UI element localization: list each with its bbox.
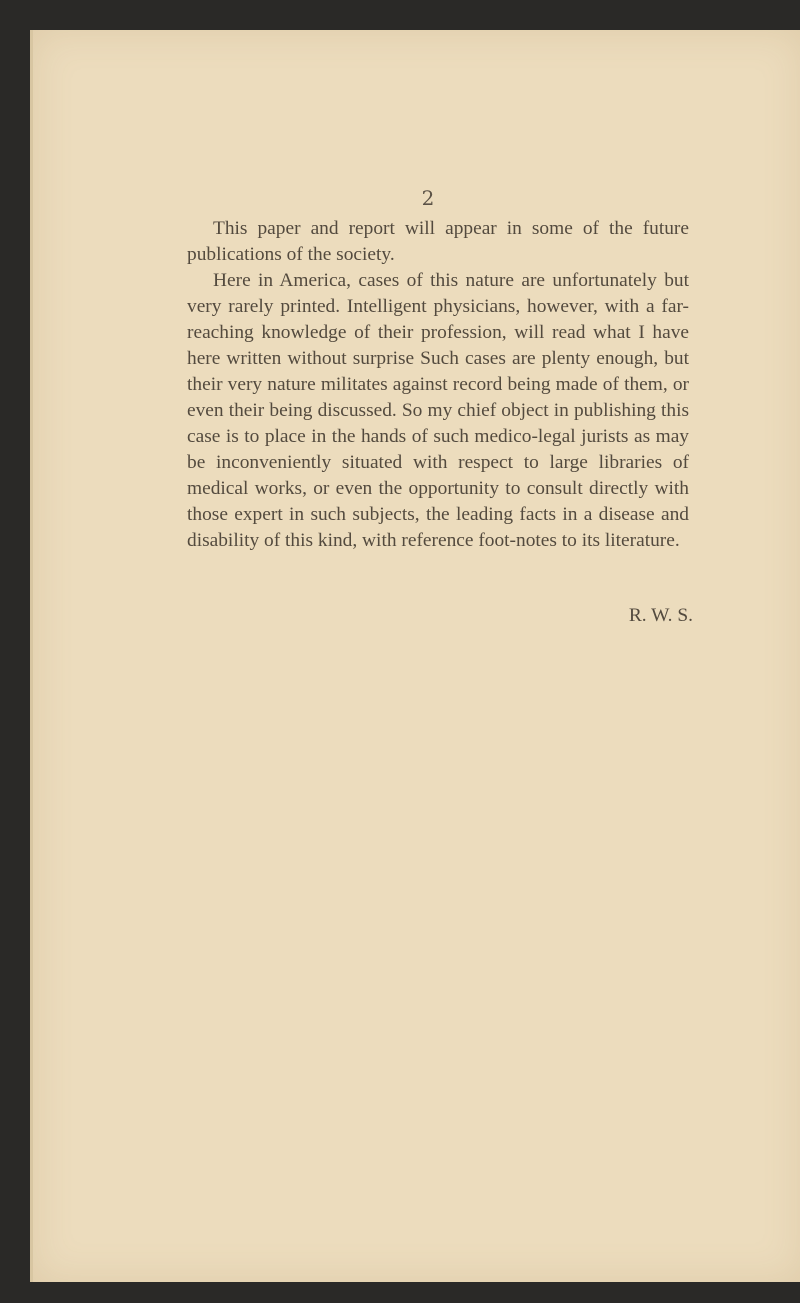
document-page [30, 30, 800, 1282]
signature-initials: R. W. S. [628, 605, 693, 626]
paragraph-1: This paper and report will appear in some of the future publications of the society. [187, 218, 689, 265]
page-number: 2 [421, 186, 435, 210]
body-text [187, 216, 689, 554]
paragraph-2: Here in America, cases of this nature are unfortunately but very rarely printed. Intelligent physicians, however, with a far-reaching knowledge of their profession, will read what I have here written without surprise Such cases are plenty enough, but their very nature militates against record being made of them, or even their being discussed. So my chief object in publishing this case is to place in the hands of such medico-legal jurists as may be inconveniently situated with respect to large libraries of medical works, or even the opportunity to consult directly with those expert in such subjects, the leading facts in a disease and disability of this kind, with reference foot-notes to its literature. [187, 270, 689, 551]
